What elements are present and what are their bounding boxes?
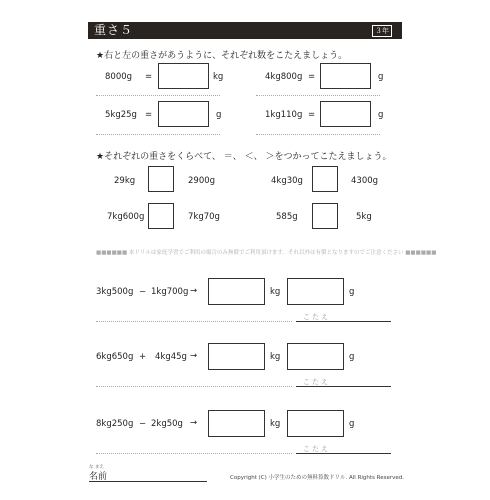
s2-item3-right: 7kg70g xyxy=(188,212,220,222)
s1-item2-answer-box[interactable] xyxy=(320,63,371,89)
header-bar xyxy=(88,22,402,39)
s3-item3-a: 8kg250g xyxy=(96,419,134,429)
s1-item1-answer-box[interactable] xyxy=(158,63,209,89)
name-input-line[interactable] xyxy=(89,481,207,482)
s3-item1-op: − xyxy=(139,287,147,297)
name-label: 名前 xyxy=(89,472,108,482)
s3-item3-unit2: g xyxy=(349,419,355,429)
s2-item4-left: 585g xyxy=(276,212,298,222)
s3-item2-b: 4kg45g xyxy=(155,352,187,362)
s3-item2-answer-line[interactable] xyxy=(296,386,391,387)
s2-item1-answer-box[interactable] xyxy=(148,166,174,192)
s3-item3-b: 2kg50g xyxy=(151,419,183,429)
arrow-icon: → xyxy=(190,286,198,296)
s1-item1-eq: = xyxy=(145,72,153,82)
s3-item2-unit1: kg xyxy=(270,352,281,362)
s1-item4-eq: = xyxy=(308,110,316,120)
s2-item4-right: 5kg xyxy=(356,212,372,222)
s2-item4-answer-box[interactable] xyxy=(312,203,338,229)
s2-item2-left: 4kg30g xyxy=(271,176,303,186)
arrow-icon: → xyxy=(190,351,198,361)
s3-item1-kg-box[interactable] xyxy=(208,278,265,305)
s3-item3-unit1: kg xyxy=(270,419,281,429)
s1-item1-unit: kg xyxy=(213,72,224,82)
s3-work-line xyxy=(96,321,292,322)
copyright-text: Copyright (C) 小学生のための無料算数ドリル. All Rights Reserved. xyxy=(230,475,405,481)
s3-item1-unit2: g xyxy=(349,287,355,297)
s1-item1-left: 8000g xyxy=(105,72,133,82)
section2-instruction: ★それぞれの重さをくらべて、 ＝、 ＜、 ＞をつかってこたえましょう。 xyxy=(96,152,392,162)
s1-item2-left: 4kg800g xyxy=(265,72,303,82)
s2-item3-answer-box[interactable] xyxy=(148,203,174,229)
s3-work-line xyxy=(96,453,292,454)
s3-item3-kotae-label: こたえ xyxy=(303,445,330,453)
s3-item2-op: + xyxy=(139,352,147,362)
page-title: 重さ５ xyxy=(94,23,134,37)
usage-notice: ■■■■■■ 本ドリルは家庭学習でご利用の場合のみ無償でご利用頂けます。それ以外は有償となりますのでご注意ください ■■■■■■ xyxy=(96,250,437,256)
s3-item1-unit1: kg xyxy=(270,287,281,297)
s2-item1-left: 29kg xyxy=(114,176,136,186)
section1-instruction: ★右と左の重さがあうように、それぞれ数をこたえましょう。 xyxy=(96,51,348,61)
s3-item3-answer-line[interactable] xyxy=(296,453,391,454)
s1-dotted-line xyxy=(96,95,220,96)
s1-item3-left: 5kg25g xyxy=(105,110,137,120)
s2-item2-right: 4300g xyxy=(351,176,379,186)
s1-item3-answer-box[interactable] xyxy=(158,101,209,127)
s1-dotted-line xyxy=(96,134,220,135)
s1-item2-unit: g xyxy=(378,72,384,82)
arrow-icon: → xyxy=(190,418,198,428)
s1-item4-unit: g xyxy=(378,110,384,120)
s3-item2-kotae-label: こたえ xyxy=(303,378,330,386)
s3-item3-op: − xyxy=(139,419,147,429)
s3-item2-unit2: g xyxy=(349,352,355,362)
s3-item2-kg-box[interactable] xyxy=(208,343,265,370)
s2-item2-answer-box[interactable] xyxy=(312,166,338,192)
s2-item1-right: 2900g xyxy=(188,176,216,186)
s3-work-line xyxy=(96,386,292,387)
s1-item2-eq: = xyxy=(308,72,316,82)
s1-item3-unit: g xyxy=(216,110,222,120)
s3-item2-g-box[interactable] xyxy=(287,343,344,370)
s3-item1-g-box[interactable] xyxy=(287,278,344,305)
s1-item4-answer-box[interactable] xyxy=(320,101,371,127)
s2-item3-left: 7kg600g xyxy=(107,212,145,222)
s3-item1-b: 1kg700g xyxy=(151,287,189,297)
s3-item1-answer-line[interactable] xyxy=(296,321,391,322)
name-furigana: な まえ xyxy=(89,465,104,470)
s3-item2-a: 6kg650g xyxy=(96,352,134,362)
s3-item3-kg-box[interactable] xyxy=(208,410,265,437)
s1-dotted-line xyxy=(256,95,380,96)
s1-item3-eq: = xyxy=(145,110,153,120)
grade-badge: ３年 xyxy=(372,25,392,37)
s1-dotted-line xyxy=(256,134,380,135)
s3-item3-g-box[interactable] xyxy=(287,410,344,437)
s3-item1-a: 3kg500g xyxy=(96,287,134,297)
s3-item1-kotae-label: こたえ xyxy=(303,313,330,321)
s1-item4-left: 1kg110g xyxy=(265,110,303,120)
